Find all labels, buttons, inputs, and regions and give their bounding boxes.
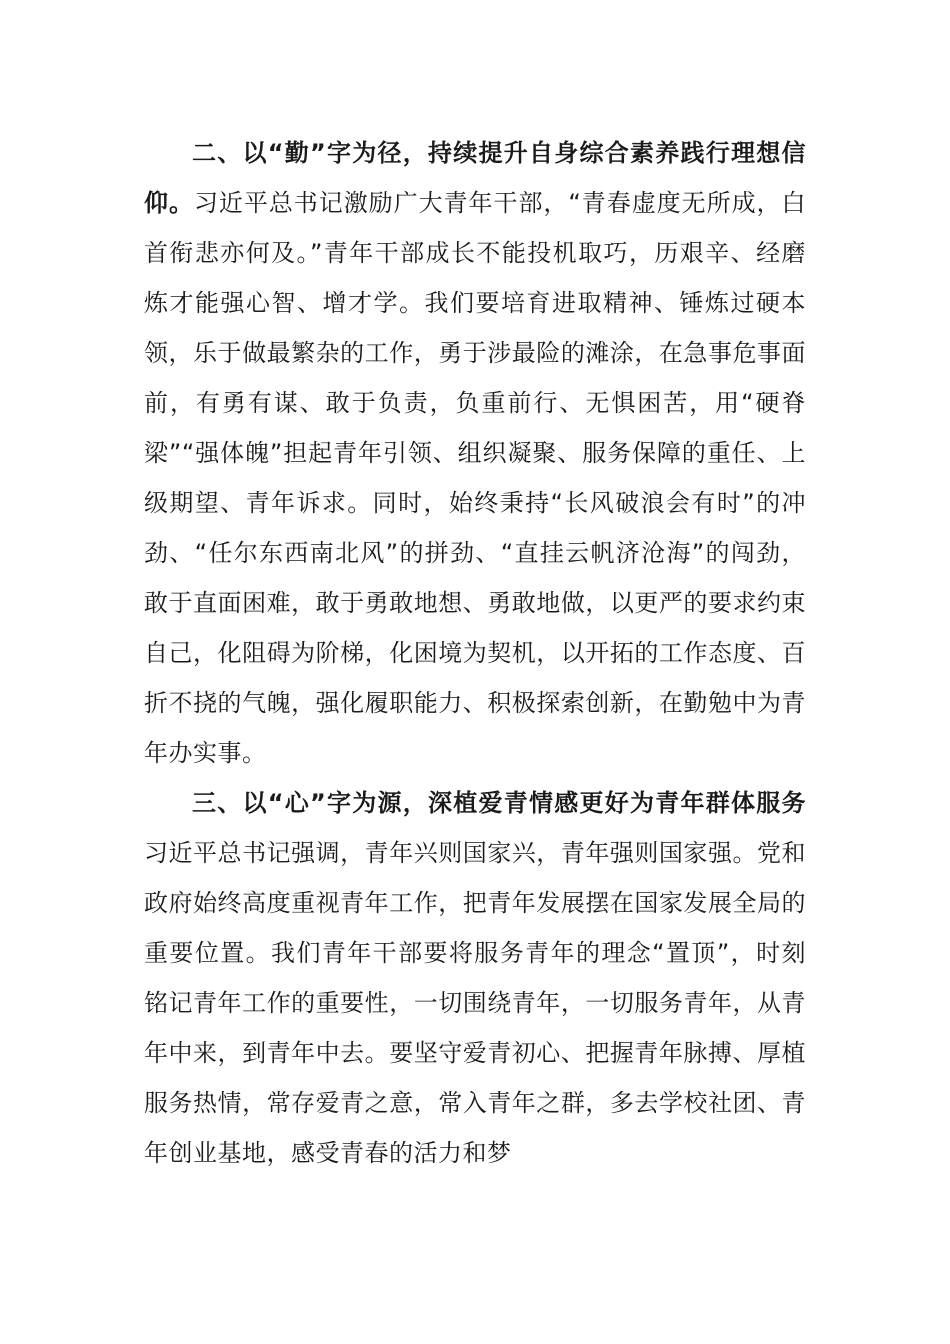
section-body-3: 习近平总书记强调，青年兴则国家兴，青年强则国家强。党和政府始终高度重视青年工作，把青年发展摆在国家发展全局的重要位置。我们青年干部要将服务青年的理念“置顶”，时刻铭记青年工作的重要性，一切围绕青年，一切服务青年，从青年中来，到青年中去。要坚守爱青初心、把握青年脉搏、厚植服务热情，常存爱青之意，常入青年之群，多去学校社团、青年创业基地，感受青春的活力和梦 bbox=[144, 839, 806, 1167]
section-body-2: 习近平总书记激励广大青年干部，“青春虚度无所成，白首衔悲亦何及。”青年干部成长不能投机取巧，历艰辛、经磨炼才能强心智、增才学。我们要培育进取精神、锤炼过硬本领，乐于做最繁杂的工作，勇于涉最险的滩涂，在急事危事面前，有勇有谋、敢于负责，负重前行、无惧困苦，用“硬脊梁”“强体魄”担起青年引领、组织凝聚、服务保障的重任、上级期望、青年诉求。同时，始终秉持“长风破浪会有时”的冲劲、“任尔东西南北风”的拼劲、“直挂云帆济沧海”的闯劲，敢于直面困难，敢于勇敢地想、勇敢地做，以更严的要求约束自己，化阻碍为阶梯，化困境为契机，以开拓的工作态度、百折不挠的气魄，强化履职能力、积极探索创新，在勤勉中为青年办实事。 bbox=[144, 189, 807, 767]
paragraph-section-3 bbox=[144, 778, 806, 1178]
section-heading-2: 二、以“勤”字为径，持续提升自身综合素养践行理想信仰。 bbox=[144, 139, 806, 217]
paragraph-section-2 bbox=[144, 128, 806, 778]
document-page bbox=[144, 128, 806, 1178]
section-heading-3: 三、以“心”字为源，深植爱青情感更好为青年群体服务 bbox=[192, 789, 806, 817]
